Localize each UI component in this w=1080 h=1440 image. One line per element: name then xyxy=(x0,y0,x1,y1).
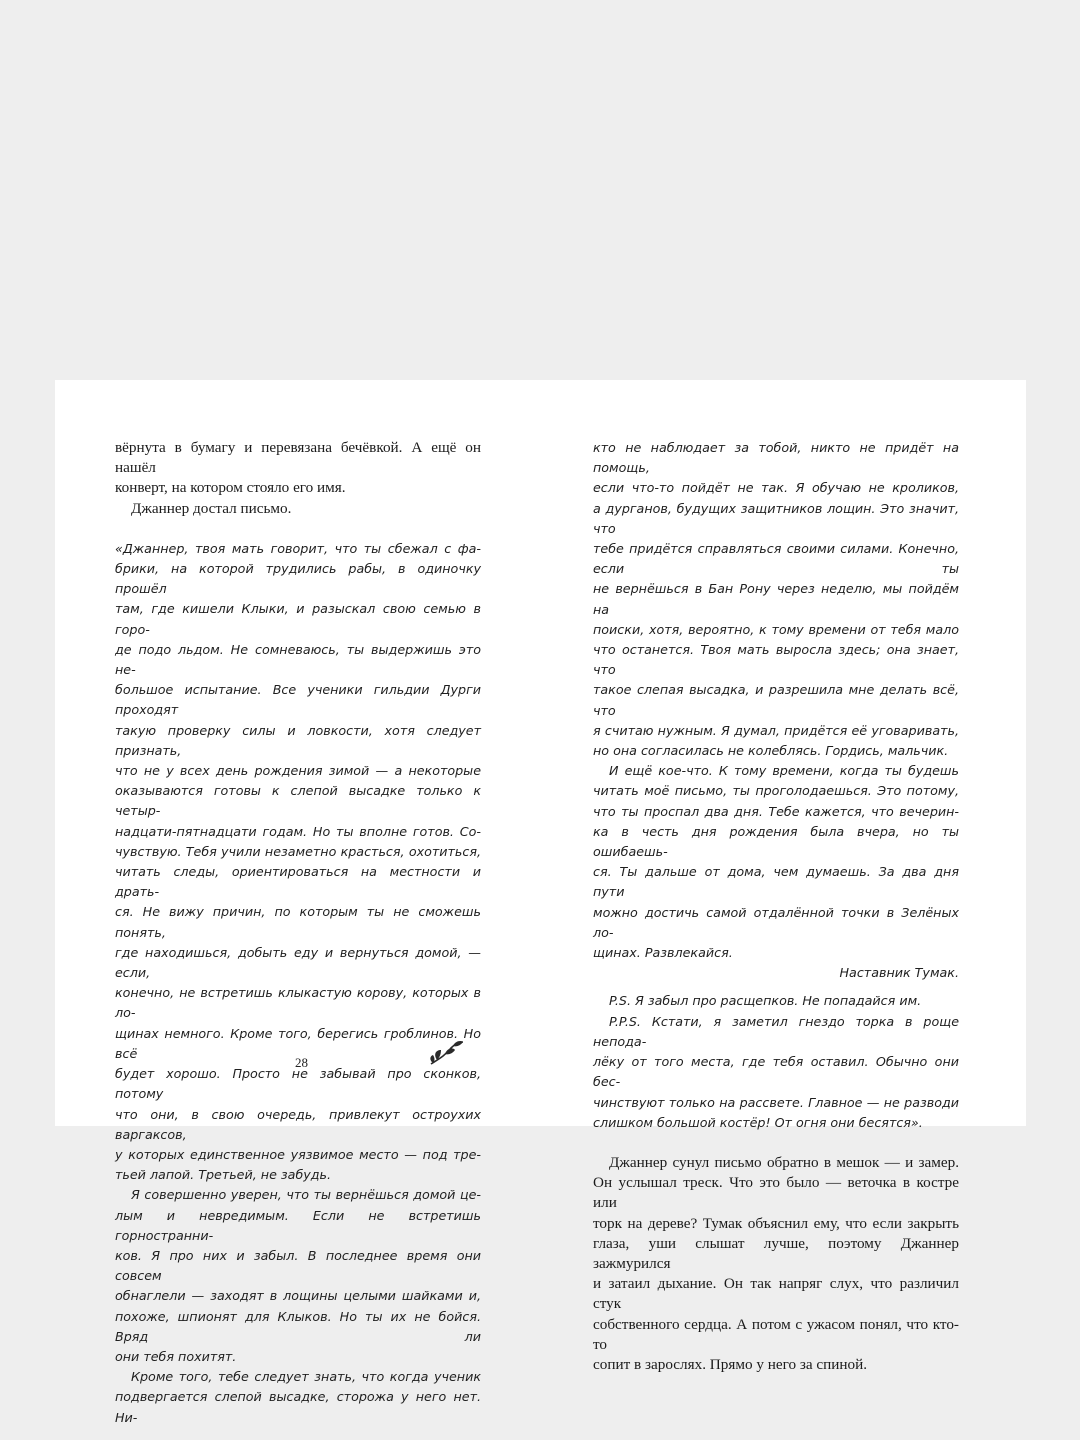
paragraph xyxy=(115,1367,481,1428)
text-line: конверт, на котором стояло его имя. xyxy=(115,479,346,497)
text-line: Он услышал треск. Что это было — веточка в костре или xyxy=(593,1174,959,1212)
text-line: И ещё кое-что. К тому времени, когда ты будешь xyxy=(609,763,959,779)
text-line: лым и невредимым. Если не встретишь горностранни- xyxy=(115,1207,481,1243)
text-line: глаза, уши слышат лучше, поэтому Джаннер зажмурился xyxy=(593,1234,959,1272)
text-line: обнаглели — заходят в лощины целыми шайками и, xyxy=(115,1288,481,1304)
text-line: у которых единственное уязвимое место — под тре- xyxy=(115,1146,481,1162)
text-line: кто не наблюдает за тобой, никто не придёт на помощь, xyxy=(593,440,959,476)
text-line: и затаил дыхание. Он так напряг слух, что различил стук xyxy=(593,1275,959,1313)
text-line: Кроме того, тебе следует знать, что когда ученик xyxy=(131,1369,481,1385)
left-page xyxy=(55,380,540,1425)
paragraph xyxy=(115,438,481,499)
text-line: тьей лапой. Третьей, не забудь. xyxy=(115,1167,332,1183)
text-line: щинах. Развлекайся. xyxy=(593,945,733,961)
text-line: большое испытание. Все ученики гильдии Дурги проходят xyxy=(115,682,481,718)
text-line: что ты проспал два дня. Тебе кажется, что вечерин- xyxy=(593,803,959,819)
text-line: Джаннер достал письмо. xyxy=(131,499,292,517)
book-spread xyxy=(55,380,1026,1425)
paragraph xyxy=(593,761,959,963)
page-number: 28 xyxy=(295,1055,308,1070)
text-line: ся. Ты дальше от дома, чем думаешь. За два дня пути xyxy=(593,864,959,900)
paragraph xyxy=(115,539,481,1186)
text-line: будет хорошо. Просто не забывай про сконков, потому xyxy=(115,1066,481,1102)
text-line: подвергается слепой высадке, сторожа у него нет. Ни- xyxy=(115,1389,481,1425)
text-line: P.S. Я забыл про расщепков. Не попадайся им. xyxy=(609,993,922,1009)
right-page-text xyxy=(593,438,959,1375)
text-line: читать моё письмо, ты проголодаешься. Это потому, xyxy=(593,783,959,799)
text-line: де подо льдом. Не сомневаюсь, ты выдержишь это не- xyxy=(115,641,481,678)
text-line: что не у всех день рождения зимой — а некоторые xyxy=(115,763,481,779)
left-page-text xyxy=(115,438,481,1428)
text-line: брики, на которой трудились рабы, в одиночку прошёл xyxy=(115,561,481,597)
text-line: ков. Я про них и забыл. В последнее время они совсем xyxy=(115,1247,481,1284)
text-line: чувствую. Тебя учили незаметно красться, охотиться, xyxy=(115,843,481,859)
paragraph xyxy=(593,963,959,983)
text-line: сопит в зарослях. Прямо у него за спиной. xyxy=(593,1355,868,1373)
text-line: ся. Не вижу причин, по которым ты не сможешь понять, xyxy=(115,904,481,940)
text-line: такое слепая высадка, и разрешила мне делать всё, что xyxy=(593,682,959,718)
paragraph xyxy=(593,991,959,1011)
text-line: если что-то пойдёт не так. Я обучаю не кроликов, xyxy=(593,480,959,496)
text-line: тебе придётся справляться своими силами. Конечно, если ты xyxy=(593,541,959,577)
text-line: оказываются готовы к слепой высадке только к четыр- xyxy=(115,783,481,819)
text-line: вёрнута в бумагу и перевязана бечёвкой. А ещё он нашёл xyxy=(115,439,481,477)
text-line: они тебя похитят. xyxy=(115,1348,237,1364)
paragraph xyxy=(593,1012,959,1133)
text-line: но она согласилась не колеблясь. Гордись, мальчик. xyxy=(593,743,949,759)
text-line: собственного сердца. А потом с ужасом понял, что кто-то xyxy=(593,1315,959,1353)
text-line: поиски, хотя, вероятно, к тому времени от тебя мало xyxy=(593,621,959,637)
text-line: такую проверку силы и ловкости, хотя следует признать, xyxy=(115,722,481,758)
text-line: надцати-пятнадцати годам. Но ты вполне готов. Со- xyxy=(115,823,481,839)
text-line: а дурганов, будущих защитников лощин. Это значит, что xyxy=(593,500,959,536)
text-line: что останется. Твоя мать выросла здесь; она знает, что xyxy=(593,642,959,678)
paragraph xyxy=(593,438,959,761)
text-line: слишком большой костёр! От огня они бесятся». xyxy=(593,1114,923,1130)
leaf-sprig-icon xyxy=(427,1040,467,1066)
paragraph xyxy=(115,499,481,519)
text-line: Наставник Тумак. xyxy=(839,965,959,981)
paragraph xyxy=(115,1185,481,1367)
right-page xyxy=(541,380,1026,1373)
text-line: похоже, шпионят для Клыков. Но ты их не бойся. Вряд ли xyxy=(115,1308,481,1344)
text-line: лёку от того места, где тебя оставил. Обычно они бес- xyxy=(593,1054,959,1090)
text-line: не вернёшься в Бан Рону через неделю, мы пойдём на xyxy=(593,581,959,617)
text-line: конечно, не встретишь клыкастую корову, которых в ло- xyxy=(115,985,481,1021)
text-line: «Джаннер, твоя мать говорит, что ты сбежал с фа- xyxy=(115,540,481,556)
text-line: Джаннер сунул письмо обратно в мешок — и замер. xyxy=(609,1153,959,1171)
text-line: читать следы, ориентироваться на местности и драть- xyxy=(115,864,481,900)
text-line: можно достичь самой отдалённой точки в Зелёных ло- xyxy=(593,904,959,940)
paragraph xyxy=(593,1153,959,1375)
text-line: что они, в свою очередь, привлекут остроухих варгаксов, xyxy=(115,1106,481,1142)
text-line: P.P.S. Кстати, я заметил гнездо торка в роще непода- xyxy=(593,1013,959,1049)
text-line: я считаю нужным. Я думал, придётся её уговаривать, xyxy=(593,722,959,738)
text-line: ка в честь дня рождения была вчера, но ты ошибаешь- xyxy=(593,823,959,860)
text-line: чинствуют только на рассвете. Главное — не разводи xyxy=(593,1094,959,1110)
text-line: щинах немного. Кроме того, берегись гроблинов. Но всё xyxy=(115,1025,481,1061)
text-line: торк на дереве? Тумак объяснил ему, что если закрыть xyxy=(593,1214,959,1232)
text-line: где находишься, добыть еду и вернуться домой, — если, xyxy=(115,944,481,981)
text-line: Я совершенно уверен, что ты вернёшься домой це- xyxy=(131,1187,481,1203)
text-line: там, где кишели Клыки, и разыскал свою семью в горо- xyxy=(115,601,481,637)
